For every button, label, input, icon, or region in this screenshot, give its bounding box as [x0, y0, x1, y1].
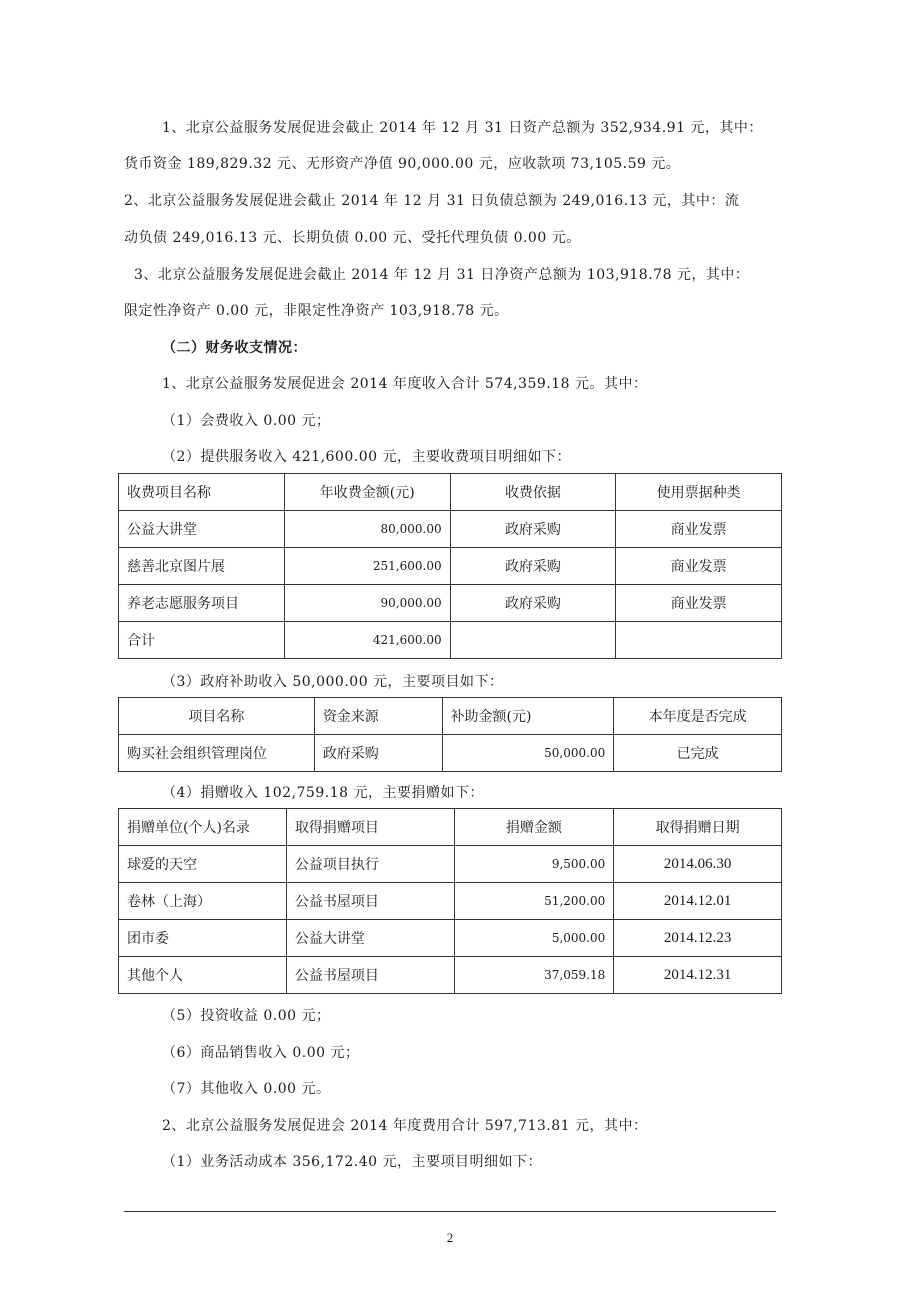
assets-paragraph-1-cont: 货币资金 189,829.32 元、无形资产净值 90,000.00 元，应收款项 73,105.59 元。: [124, 156, 681, 172]
table-cell: 政府采购: [450, 548, 616, 585]
table-cell: 其他个人: [119, 957, 287, 994]
service-income-table: [118, 473, 782, 659]
table-header-cell: 资金来源: [314, 698, 442, 735]
income-item-1: （1）会费收入 0.00 元；: [162, 413, 331, 429]
table-header-cell: 收费项目名称: [119, 474, 285, 511]
income-total: 1、北京公益服务发展促进会 2014 年度收入合计 574,359.18 元。其中：: [162, 376, 648, 392]
income-item-2: （2）提供服务收入 421,600.00 元，主要收费项目明细如下：: [162, 449, 571, 465]
table-cell: 政府采购: [450, 585, 616, 622]
income-item-5: （5）投资收益 0.00 元；: [162, 1008, 331, 1024]
footer-divider: [124, 1211, 776, 1212]
net-assets-paragraph: 3、北京公益服务发展促进会截止 2014 年 12 月 31 日净资产总额为 103,918.78 元，其中：: [134, 267, 750, 283]
table-cell: [616, 622, 782, 659]
expense-total: 2、北京公益服务发展促进会 2014 年度费用合计 597,713.81 元，其中：: [162, 1118, 648, 1134]
table-cell: 90,000.00: [284, 585, 450, 622]
table-cell: 团市委: [119, 920, 287, 957]
table-cell: 球爱的天空: [119, 846, 287, 883]
table-cell: 已完成: [614, 735, 782, 772]
page-number: 2: [446, 1230, 454, 1245]
table-cell: 2014.12.31: [614, 957, 782, 994]
table-header-cell: 年收费金额(元): [284, 474, 450, 511]
table-header-cell: 收费依据: [450, 474, 616, 511]
table-cell: 公益书屋项目: [286, 883, 454, 920]
table-header-cell: 使用票据种类: [616, 474, 782, 511]
income-item-6: （6）商品销售收入 0.00 元；: [162, 1045, 360, 1061]
table-header-row: [119, 698, 782, 735]
table-cell: 2014.06.30: [614, 846, 782, 883]
liabilities-paragraph: 2、北京公益服务发展促进会截止 2014 年 12 月 31 日负债总额为 249,016.13 元，其中：流: [124, 193, 740, 209]
section-title: （二）财务收支情况：: [162, 340, 307, 356]
table-cell: 公益项目执行: [286, 846, 454, 883]
table-header-cell: 捐赠单位(个人)名录: [119, 809, 287, 846]
table-cell: [450, 622, 616, 659]
table-cell: 2014.12.01: [614, 883, 782, 920]
table-row: [119, 622, 782, 659]
table-header-cell: 取得捐赠日期: [614, 809, 782, 846]
net-assets-paragraph-cont: 限定性净资产 0.00 元，非限定性净资产 103,918.78 元。: [124, 303, 509, 319]
income-item-3: （3）政府补助收入 50,000.00 元，主要项目如下：: [162, 674, 504, 690]
table-cell: 50,000.00: [442, 735, 614, 772]
table-header-cell: 取得捐赠项目: [286, 809, 454, 846]
table-cell: 80,000.00: [284, 511, 450, 548]
liabilities-paragraph-cont: 动负债 249,016.13 元、长期负债 0.00 元、受托代理负债 0.00 元。: [124, 230, 581, 246]
table-cell: 2014.12.23: [614, 920, 782, 957]
donation-table: [118, 808, 782, 994]
table-cell: 慈善北京图片展: [119, 548, 285, 585]
expense-item-1: （1）业务活动成本 356,172.40 元，主要项目明细如下：: [162, 1154, 542, 1170]
table-cell: 商业发票: [616, 511, 782, 548]
government-subsidy-table: [118, 697, 782, 772]
table-cell: 公益书屋项目: [286, 957, 454, 994]
table-header-cell: 本年度是否完成: [614, 698, 782, 735]
table-header-cell: 项目名称: [119, 698, 315, 735]
table-cell: 养老志愿服务项目: [119, 585, 285, 622]
table-cell: 51,200.00: [454, 883, 614, 920]
table-row: [119, 883, 782, 920]
table-cell: 37,059.18: [454, 957, 614, 994]
table-cell: 政府采购: [450, 511, 616, 548]
table-row: [119, 511, 782, 548]
table-row: [119, 846, 782, 883]
table-row: [119, 920, 782, 957]
income-item-4: （4）捐赠收入 102,759.18 元，主要捐赠如下：: [162, 785, 484, 801]
table-header-row: [119, 809, 782, 846]
table-cell: 5,000.00: [454, 920, 614, 957]
table-cell: 政府采购: [314, 735, 442, 772]
table-cell: 公益大讲堂: [119, 511, 285, 548]
table-row: [119, 735, 782, 772]
table-row: [119, 548, 782, 585]
income-item-7: （7）其他收入 0.00 元。: [162, 1081, 331, 1097]
table-cell: 卷林（上海）: [119, 883, 287, 920]
assets-paragraph-1: 1、北京公益服务发展促进会截止 2014 年 12 月 31 日资产总额为 352,934.91 元，其中：: [162, 120, 763, 136]
table-cell: 购买社会组织管理岗位: [119, 735, 315, 772]
table-header-row: [119, 474, 782, 511]
table-row: [119, 957, 782, 994]
table-cell: 商业发票: [616, 548, 782, 585]
table-row: [119, 585, 782, 622]
table-cell: 9,500.00: [454, 846, 614, 883]
table-header-cell: 捐赠金额: [454, 809, 614, 846]
table-cell: 商业发票: [616, 585, 782, 622]
table-header-cell: 补助金额(元): [442, 698, 614, 735]
table-cell: 421,600.00: [284, 622, 450, 659]
table-cell: 公益大讲堂: [286, 920, 454, 957]
table-cell: 251,600.00: [284, 548, 450, 585]
table-cell: 合计: [119, 622, 285, 659]
